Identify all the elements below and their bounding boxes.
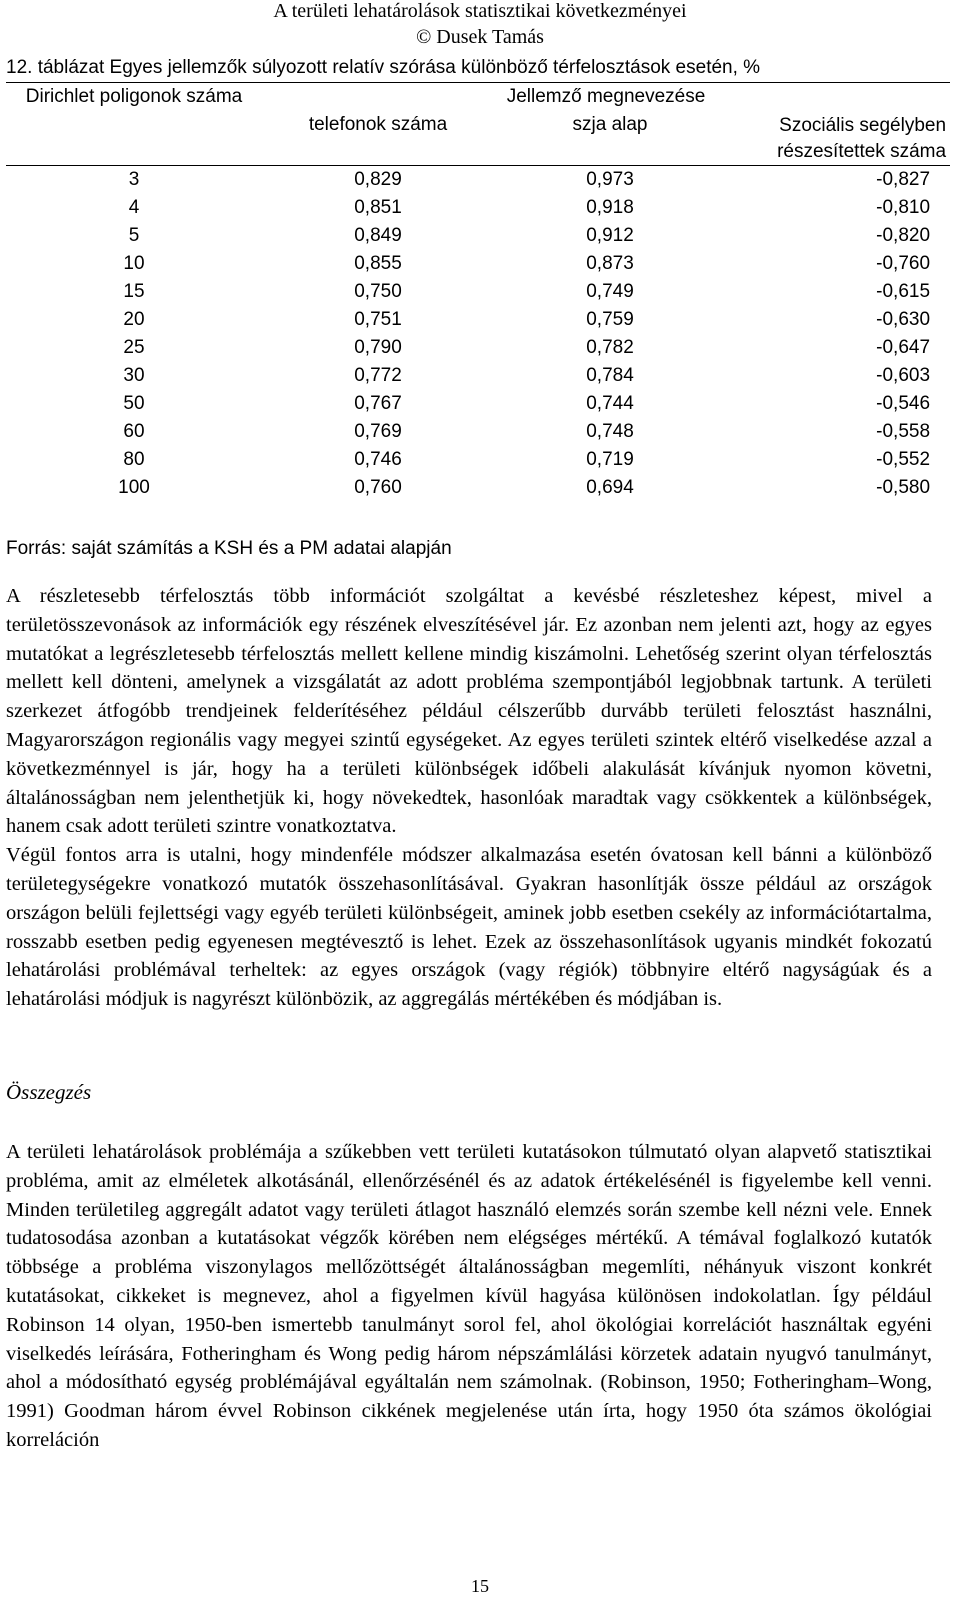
column-header-szja: szja alap [494,111,726,166]
table-cell: 0,760 [354,477,402,498]
table-cell: 60 [123,421,145,442]
table-cell: 80 [123,449,145,470]
table-cell: 0,748 [586,421,634,442]
table-cell: 0,769 [354,421,402,442]
table-cell: 100 [118,477,150,498]
table-cell: 0,772 [354,365,402,386]
table-cell: 0,790 [354,337,402,358]
table-cell: -0,820 [876,225,931,246]
row-header-spacer [6,111,262,166]
table-row [6,250,950,278]
table-cell: 0,759 [586,309,634,330]
body-text-1 [6,582,932,1014]
column-header-szocialis-line1: Szociális segélyben [779,115,947,136]
table-cell: -0,827 [876,169,931,190]
row-header-cell: Dirichlet poligonok száma [25,86,243,107]
table-cell: 0,829 [354,169,402,190]
paragraph-2: Végül fontos arra is utalni, hogy mindenféle módszer alkalmazása esetén óvatosan kell bánni a különböző területegységekre vonatkozó mutatók összehasonlításával. Gyakran hasonlítják össze például az országok országon belüli fejlettségi vagy egyéb területi különbségeit, aminek jobb esetben csekély az információtartalma, rosszabb esetben pedig egyenesen megtévesztő is lehet. Ezek az összehasonlítások ugyanis mindkét fokozatú lehatárolási problémával terheltek: az egyes országok (vagy régiók) többnyire eltérő nagyságúak és a lehatárolási módjuk is nagyrészt különbözik, az aggregálás mértékében és módjában is. [6,844,932,1011]
table-cell: 0,912 [586,225,634,246]
table-row [6,306,950,334]
table-row [6,474,950,502]
table-cell: 0,751 [354,309,402,330]
table-cell: 0,749 [586,281,634,302]
running-header-author: © Dusek Tamás [416,26,544,48]
column-header-szocialis [726,111,950,166]
table-cell: -0,760 [876,253,931,274]
table-cell: -0,580 [876,477,931,498]
table-cell: 0,873 [586,253,634,274]
table-cell: 30 [123,365,145,386]
table-cell: 5 [128,225,140,246]
table-cell: 10 [123,253,145,274]
table-row [6,194,950,222]
table-cell: 0,694 [586,477,634,498]
table-row [6,418,950,446]
table-cell: -0,552 [876,449,931,470]
table-cell: 3 [128,169,140,190]
table-body [6,166,950,503]
table-cell: 0,746 [354,449,402,470]
table-cell: 0,918 [586,197,634,218]
table-cell: 0,851 [354,197,402,218]
table-cell: 0,849 [354,225,402,246]
table-cell: 0,767 [354,393,402,414]
column-header-szocialis-line2: részesítettek száma [777,141,947,162]
table-cell: 0,750 [354,281,402,302]
table-cell: 20 [123,309,145,330]
body-text-2 [6,1138,932,1455]
group-header-cell: Jellemző megnevezése [506,86,706,107]
table-cell: -0,603 [876,365,931,386]
paragraph-3: A területi lehatárolások problémája a szűkebben vett területi kutatásokon túlmutató olyan alapvető statisztikai probléma, amit az elméletek alkotásánál, ellenőrzésénél és az adatok értékelésénél is figyelembe kell venni. Minden területileg aggregált adatot vagy területi átlagot használó elemzés során szembe kell nézni vele. Ennek tudatosodása azonban a kutatásokat végzők körében nem elégséges mértékű. A témával foglalkozó kutatók többsége a probléma viszonylagos mellőzöttségét általánosságban megemlíti, néhányuk viszont konkrét kutatásokat, cikkeket is megnevez, ahol a figyelmen kívül hagyása különösen indokolatlan. Így például Robinson 14 olyan, 1950-ben ismertebb tanulmányt sorol fel, ahol ökológiai korrelációt használtak egyéni viselkedés leírására, Fotheringham és Wong pedig három népszámlálási körzetek adatain nyugvó tanulmányt, ahol a módosítható egység problémájával egyáltalán nem számolnak. (Robinson, 1950; Fotheringham–Wong, 1991) Goodman három évvel Robinson cikkének megjelenése után írta, hogy 1950 óta számos ökológiai korreláción [6,1141,932,1451]
table-cell: 0,719 [586,449,634,470]
table-row [6,362,950,390]
table-cell: -0,647 [876,337,931,358]
page-number: 15 [471,1576,489,1596]
table-cell: 50 [123,393,145,414]
table-cell: 0,973 [586,169,634,190]
data-table-block [6,54,950,502]
table-row [6,446,950,474]
table-row [6,166,950,195]
paragraph-1: A részletesebb térfelosztás több információt szolgáltat a kevésbé részleteshez képest, mivel a területösszevonások az információk egy részének elveszítésével jár. Ez azonban nem jelenti azt, hogy az egyes mutatókat a legrészletesebb térfelosztás mellett kellene mindig kiszámolni. Lehetőség szerint olyan térfelosztás mellett kell dönteni, amelynek a vizsgálatát az adott probléma szempontjából legjobbnak tartunk. A területi szerkezet átfogóbb trendjeinek felderítéséhez például célszerűbb durvább területi felosztást használni, Magyarországon regionális vagy megyei szintű egységeket. Az egyes területi szintek eltérő viselkedése azzal a következménnyel is jár, hogy ha a területi különbségek időbeli alakulását kívánjuk nyomon követni, általánosságban nem jelenthetjük ki, hogy növekedtek, hasonlóak maradtak vagy csökkentek a különbségek, hanem csak adott területi szintre vonatkoztatva. [6,585,932,838]
table-cell: -0,546 [876,393,931,414]
table-cell: -0,615 [876,281,931,302]
table-cell: -0,810 [876,197,931,218]
table-cell: 0,855 [354,253,402,274]
table-cell: 15 [123,281,145,302]
table-cell: 0,784 [586,365,634,386]
table-row [6,334,950,362]
section-heading: Összegzés [6,1080,92,1104]
table-cell: 25 [123,337,145,358]
table-source: Forrás: saját számítás a KSH és a PM adatai alapján [6,538,452,559]
table-cell: 4 [128,197,140,218]
table-row [6,222,950,250]
data-table [6,83,950,502]
table-cell: 0,782 [586,337,634,358]
column-header-telefonok: telefonok száma [262,111,494,166]
table-row [6,278,950,306]
table-cell: -0,630 [876,309,931,330]
table-row [6,390,950,418]
running-header-title: A területi lehatárolások statisztikai következményei [273,0,687,22]
table-caption: 12. táblázat Egyes jellemzők súlyozott relatív szórása különböző térfelosztások esetén, % [6,54,950,83]
table-cell: 0,744 [586,393,634,414]
table-cell: -0,558 [876,421,931,442]
